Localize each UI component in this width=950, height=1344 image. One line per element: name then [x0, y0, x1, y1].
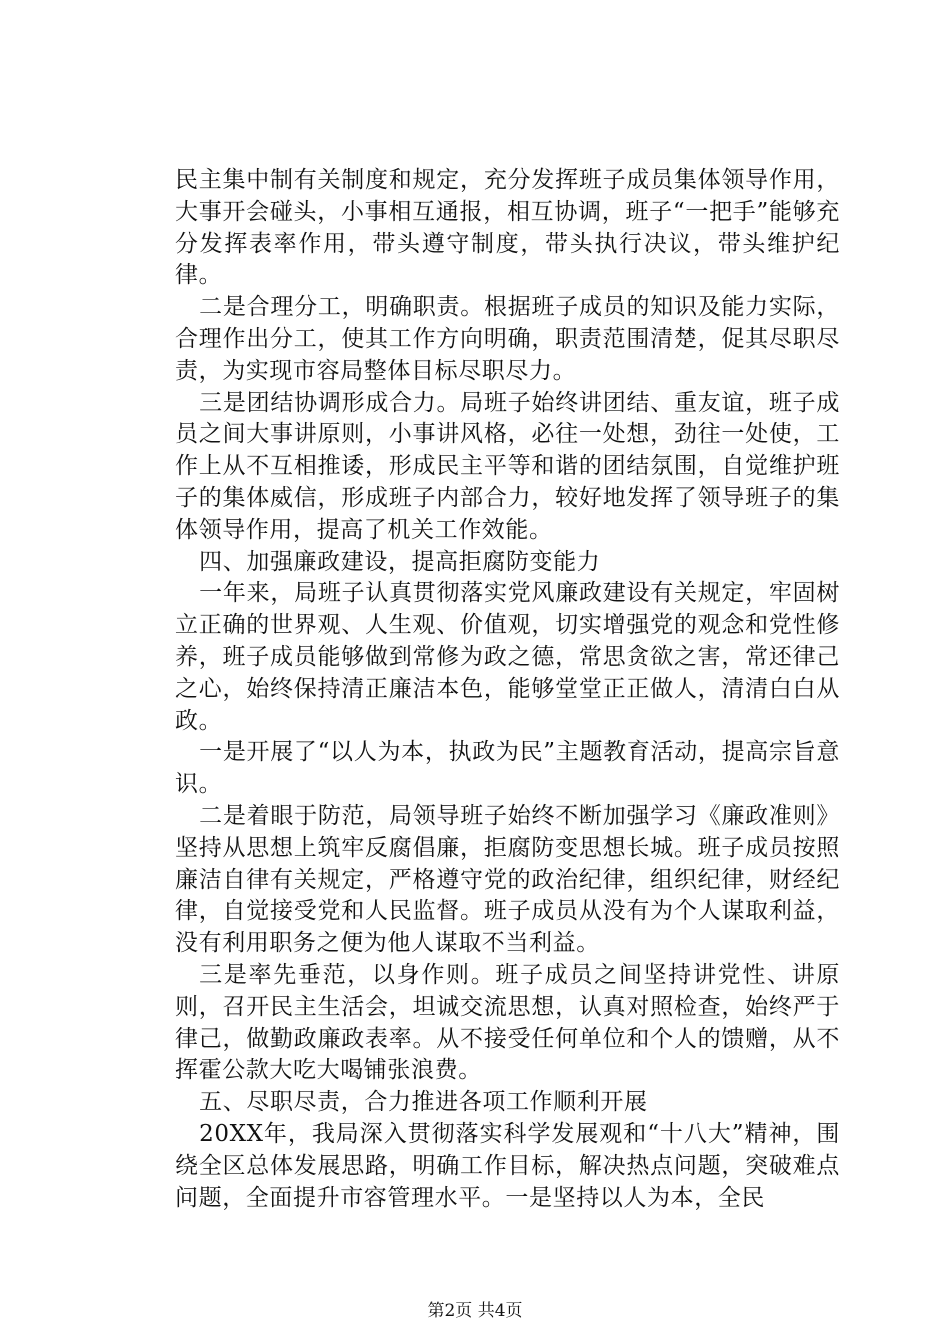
paragraph: 20XX年，我局深入贯彻落实科学发展观和“十八大”精神，围绕全区总体发展思路，明确工作目标，解决热点问题，突破难点问题，全面提升市容管理水平。一是坚持以人为本，全民 [175, 1120, 840, 1211]
page-number-footer: 第2页 共4页 [427, 1301, 523, 1321]
paragraph: 二是合理分工，明确职责。根据班子成员的知识及能力实际，合理作出分工，使其工作方向明确，职责范围清楚，促其尽职尽责，为实现市容局整体目标尽职尽力。 [175, 294, 840, 384]
section-heading: 四、加强廉政建设，提高拒腐防变能力 [199, 548, 601, 575]
paragraph: 一年来，局班子认真贯彻落实党风廉政建设有关规定，牢固树立正确的世界观、人生观、价值观，切实增强党的观念和党性修养，班子成员能够做到常修为政之德，常思贪欲之害，常还律己之心，始终保持清正廉洁本色，能够堂堂正正做人，清清白白从政。 [175, 580, 840, 734]
document-body [175, 165, 840, 1214]
section-heading: 五、尽职尽责，合力推进各项工作顺利开展 [199, 1089, 648, 1116]
paragraph: 三是率先垂范，以身作则。班子成员之间坚持讲党性、讲原则，召开民主生活会，坦诚交流思想，认真对照检查，始终严于律己，做勤政廉政表率。从不接受任何单位和个人的馈赠，从不挥霍公款大吃大喝铺张浪费。 [175, 961, 840, 1084]
paragraph: 三是团结协调形成合力。局班子始终讲团结、重友谊，班子成员之间大事讲原则，小事讲风格，必往一处想，劲往一处使，工作上从不互相推诿，形成民主平等和谐的团结氛围，自觉维护班子的集体威信，形成班子内部合力，较好地发挥了领导班子的集体领导作用，提高了机关工作效能。 [175, 389, 840, 543]
paragraph: 二是着眼于防范，局领导班子始终不断加强学习《廉政准则》坚持从思想上筑牢反腐倡廉，拒腐防变思想长城。班子成员按照廉洁自律有关规定，严格遵守党的政治纪律，组织纪律，财经纪律，自觉接受党和人民监督。班子成员从没有为个人谋取利益，没有利用职务之便为他人谋取不当利益。 [175, 802, 840, 957]
paragraph: 民主集中制有关制度和规定，充分发挥班子成员集体领导作用，大事开会碰头，小事相互通报，相互协调，班子“一把手”能够充分发挥表率作用，带头遵守制度，带头执行决议，带头维护纪律。 [175, 167, 840, 289]
paragraph: 一是开展了“以人为本，执政为民”主题教育活动，提高宗旨意识。 [175, 739, 840, 798]
